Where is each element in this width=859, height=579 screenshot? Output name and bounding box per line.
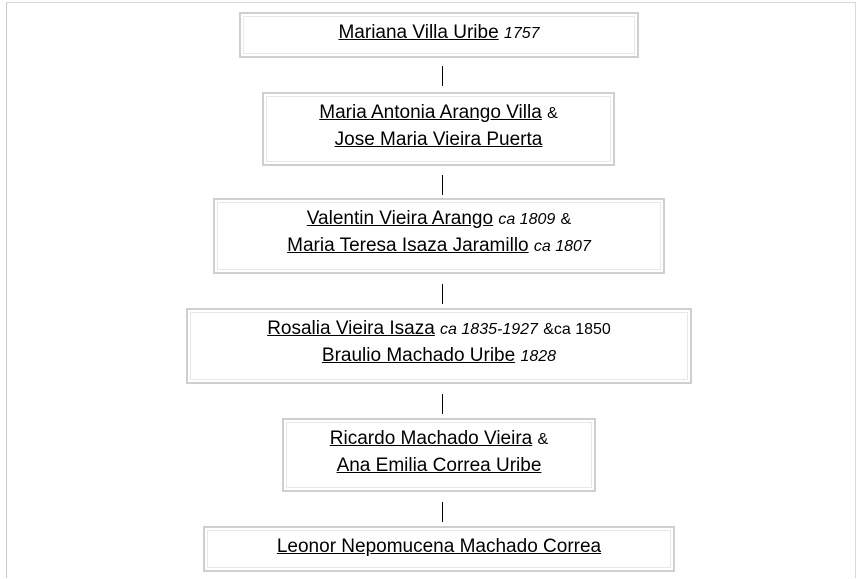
descent-connector xyxy=(442,66,443,86)
generation-box xyxy=(203,526,675,572)
person-date: 1757 xyxy=(503,25,540,42)
person-line xyxy=(268,127,609,154)
descent-connector xyxy=(442,284,443,304)
person-link[interactable]: Jose Maria Vieira Puerta xyxy=(334,129,543,150)
generation-box xyxy=(282,418,596,492)
person-line xyxy=(268,100,609,127)
generation-box xyxy=(262,92,615,166)
person-link[interactable]: Braulio Machado Uribe xyxy=(321,345,516,366)
person-date: ca 1809 xyxy=(498,211,556,228)
person-line xyxy=(288,453,590,480)
person-line xyxy=(219,206,659,233)
person-line xyxy=(209,534,669,561)
descent-connector xyxy=(442,175,443,195)
spouse-separator: & xyxy=(547,105,558,122)
generation-box xyxy=(213,198,665,274)
descent-connector xyxy=(442,502,443,522)
spouse-separator: & xyxy=(537,431,549,448)
person-link[interactable]: Ricardo Machado Vieira xyxy=(329,428,533,449)
person-line xyxy=(288,426,590,453)
person-link[interactable]: Maria Antonia Arango Villa xyxy=(319,102,542,123)
person-link[interactable]: Ana Emilia Correa Uribe xyxy=(336,455,542,476)
person-line xyxy=(192,343,686,370)
person-date: ca 1807 xyxy=(533,238,591,255)
person-link[interactable]: Leonor Nepomucena Machado Correa xyxy=(276,536,602,557)
spouse-separator: &ca 1850 xyxy=(543,321,611,338)
person-date: 1828 xyxy=(520,348,557,365)
person-link[interactable]: Rosalia Vieira Isaza xyxy=(267,318,435,339)
descent-connector xyxy=(442,394,443,414)
person-date: ca 1835-1927 xyxy=(440,321,538,338)
generation-box xyxy=(239,12,639,58)
person-line xyxy=(219,233,659,260)
person-link[interactable]: Valentin Vieira Arango xyxy=(306,208,494,229)
person-line xyxy=(245,20,633,47)
generation-box xyxy=(186,308,692,384)
person-link[interactable]: Mariana Villa Uribe xyxy=(338,22,499,43)
person-line xyxy=(192,316,686,343)
person-link[interactable]: Maria Teresa Isaza Jaramillo xyxy=(287,235,529,256)
spouse-separator: & xyxy=(560,211,572,228)
